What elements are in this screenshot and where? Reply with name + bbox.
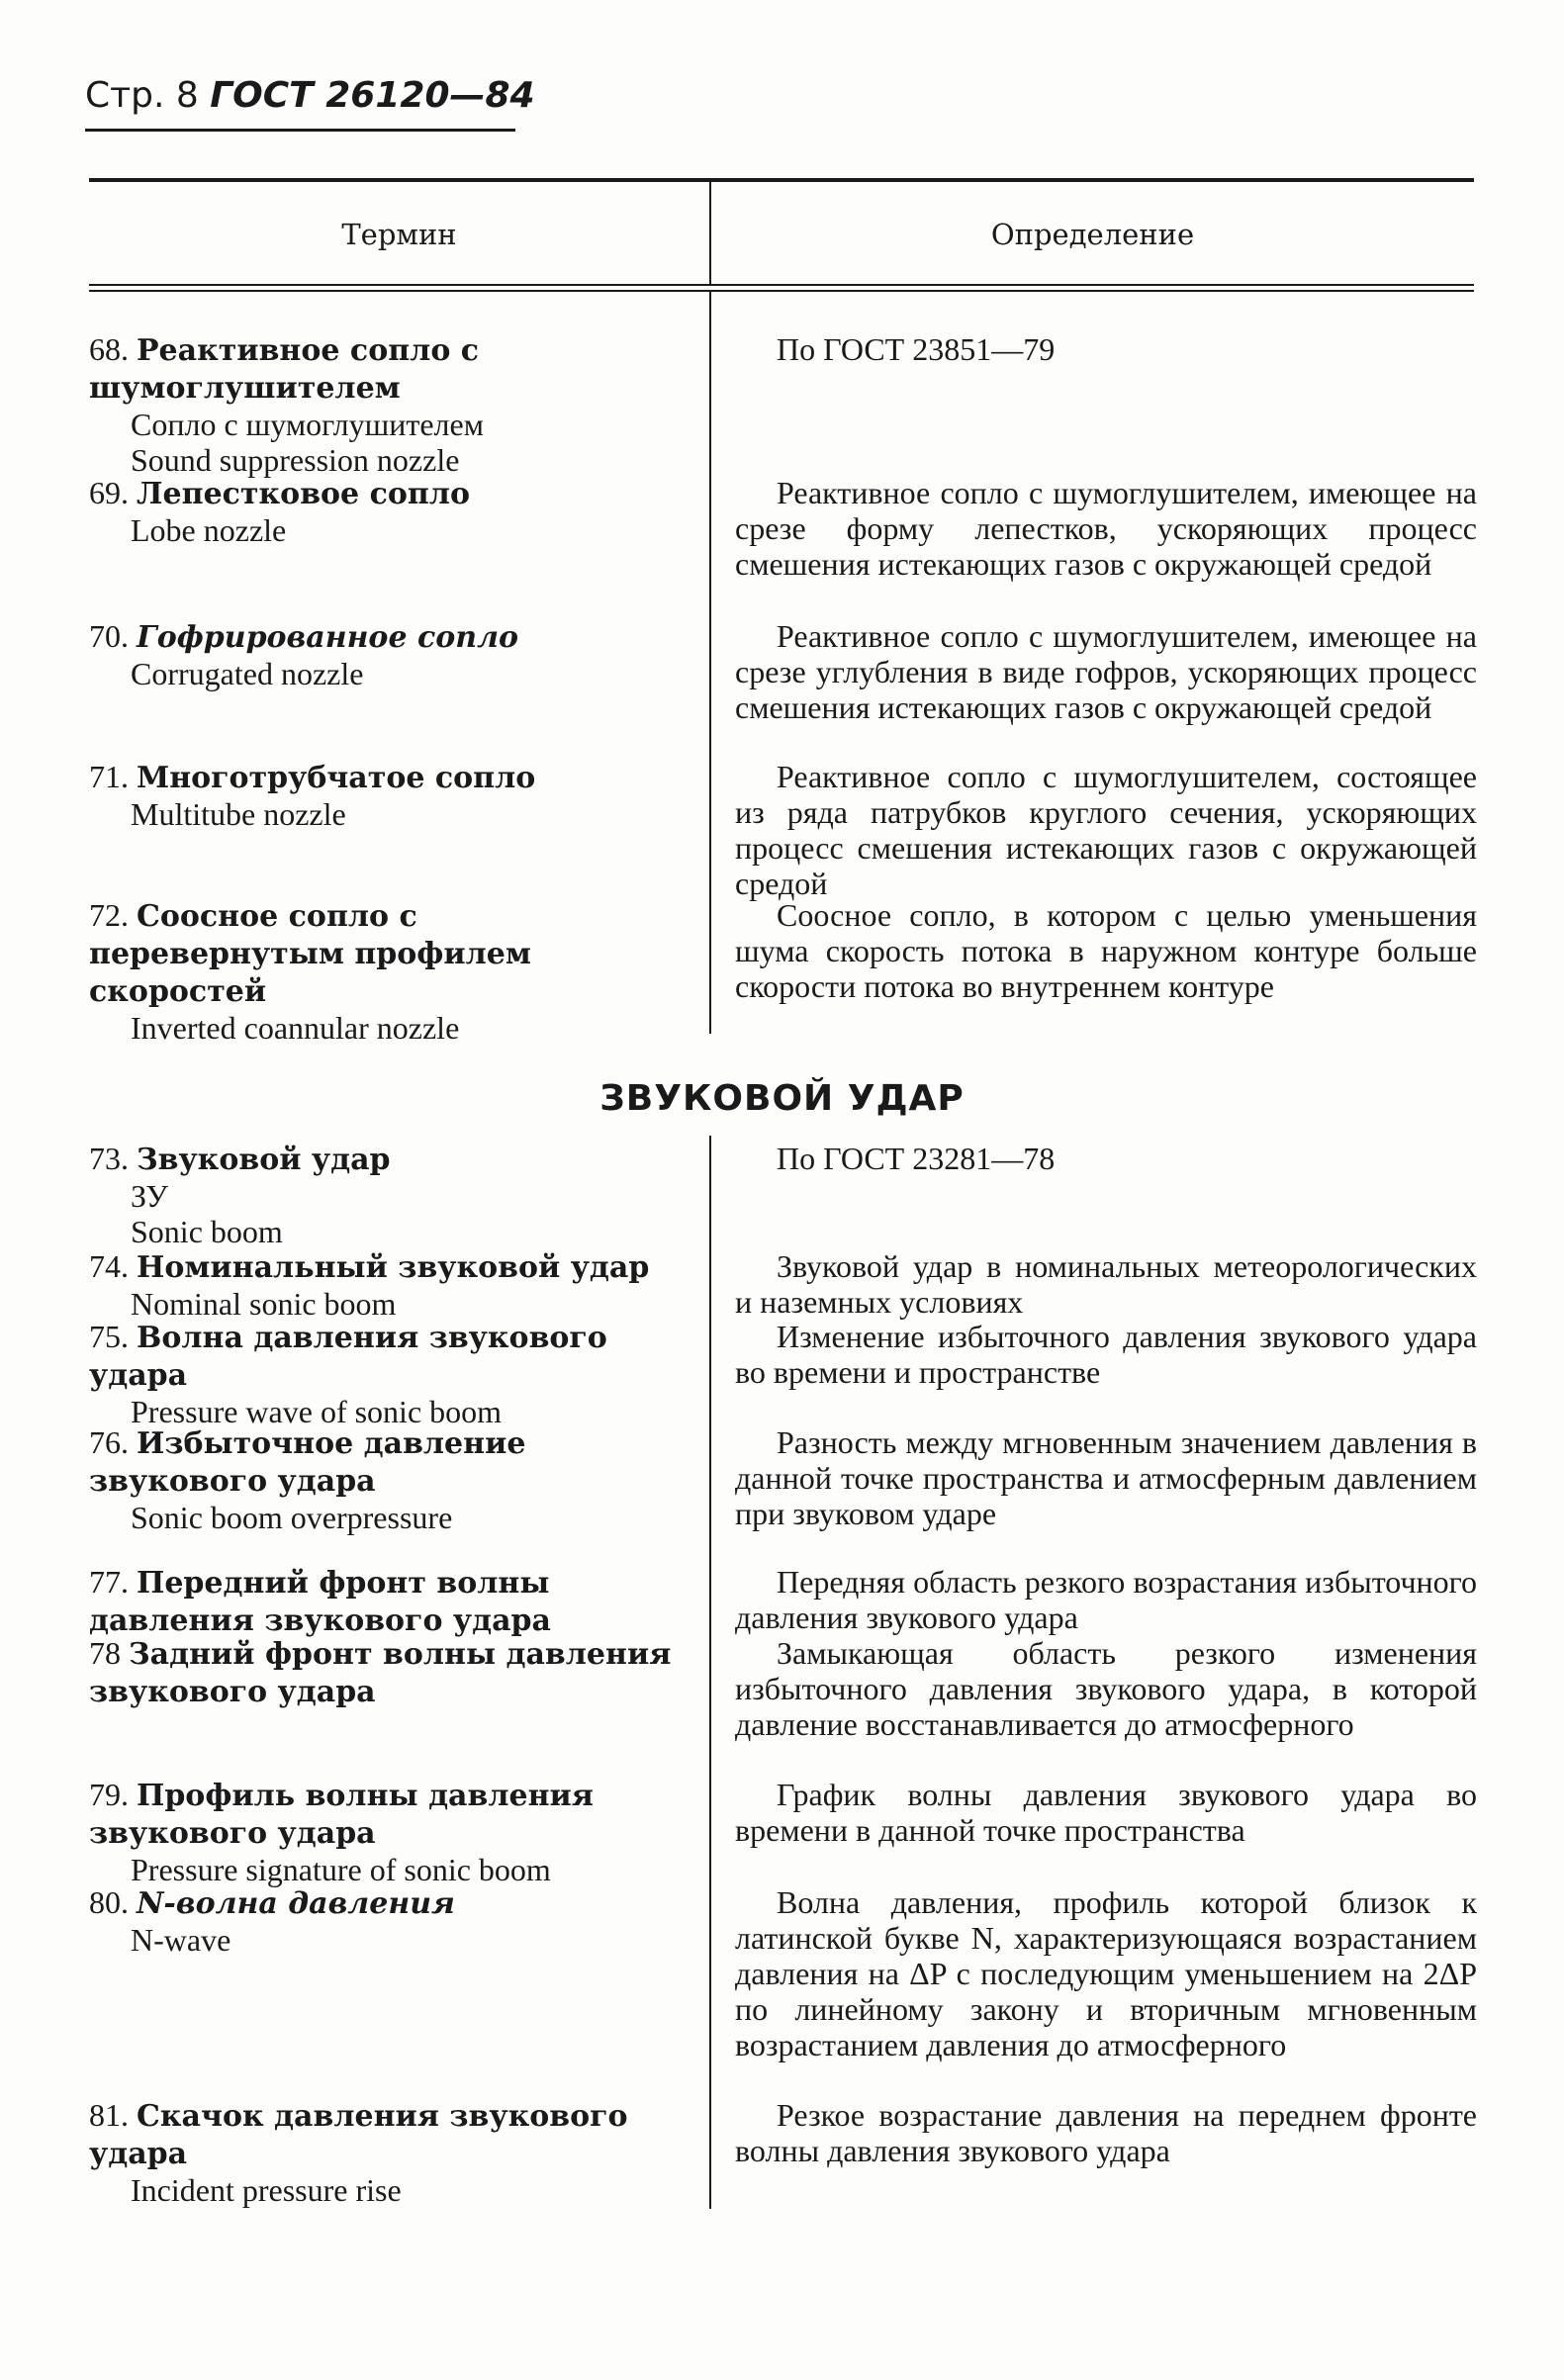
term-76: 76. Избыточное давление звукового удара Sonic boom overpressure bbox=[89, 1424, 678, 1535]
definition-71: Реактивное сопло с шумоглушителем, состоящее из ряда патрубков круглого сечения, ускоряющих процесс смешения истекающих газов с окружающей средой bbox=[735, 759, 1477, 901]
term-name: Соосное сопло с перевернутым профилем скоростей bbox=[89, 899, 531, 1009]
term-en: Incident pressure rise bbox=[131, 2172, 402, 2208]
term-name: Скачок давления звукового удара bbox=[89, 2099, 628, 2171]
term-alt: ЗУ bbox=[131, 1178, 168, 1214]
column-header-definition: Определение bbox=[990, 218, 1195, 251]
table-top-rule bbox=[89, 178, 1474, 182]
term-alt: Сопло с шумоглушителем bbox=[131, 407, 484, 442]
term-78: 78 Задний фронт волны давления звукового удара bbox=[89, 1635, 672, 1709]
definition-68: По ГОСТ 23851—79 bbox=[777, 331, 1056, 367]
definition-73: По ГОСТ 23281—78 bbox=[777, 1141, 1056, 1176]
term-en: Pressure signature of sonic boom bbox=[131, 1852, 551, 1887]
term-en: Sonic boom overpressure bbox=[131, 1500, 453, 1535]
definition-75: Изменение избыточного давления звукового удара во времени и пространстве bbox=[735, 1319, 1477, 1390]
term-name: Задний фронт волны давления звукового удара bbox=[89, 1637, 672, 1709]
term-name: Номинальный звуковой удар bbox=[137, 1250, 650, 1285]
term-name: Гофрированное сопло bbox=[137, 620, 519, 655]
header-bottom-rule-2 bbox=[89, 290, 1474, 292]
term-80: 80. N-волна давления N-wave bbox=[89, 1884, 678, 1958]
term-name: Лепестковое сопло bbox=[137, 477, 470, 511]
definition-76: Разность между мгновенным значением давления в данной точке пространства и атмосферным давлением при звуковом ударе bbox=[735, 1424, 1477, 1531]
term-name: Реактивное сопло с шумоглушителем bbox=[89, 333, 480, 406]
page-number: Стр. 8 bbox=[85, 75, 199, 116]
page-header bbox=[85, 75, 535, 116]
term-name: N-волна давления bbox=[137, 1886, 455, 1921]
term-name: Звуковой удар bbox=[137, 1143, 391, 1177]
term-en: Nominal sonic boom bbox=[131, 1286, 397, 1322]
header-bottom-rule-1 bbox=[89, 284, 1474, 286]
definition-69: Реактивное сопло с шумоглушителем, имеющее на срезе форму лепестков, ускоряющих процесс смешения истекающих газов с окружающей средой bbox=[735, 475, 1477, 582]
term-name: Многотрубчатое сопло bbox=[137, 761, 536, 795]
term-name: Избыточное давление звукового удара bbox=[89, 1426, 526, 1499]
term-68: 68. Реактивное сопло с шумоглушителем Сопло с шумоглушителем Sound suppression nozzle bbox=[89, 331, 678, 478]
term-69: 69. Лепестковое сопло Lobe nozzle bbox=[89, 475, 678, 548]
term-en: Inverted coannular nozzle bbox=[131, 1010, 460, 1046]
term-en: Lobe nozzle bbox=[131, 512, 287, 548]
term-en: Pressure wave of sonic boom bbox=[131, 1394, 503, 1429]
term-81: 81. Скачок давления звукового удара Incident pressure rise bbox=[89, 2097, 678, 2208]
term-70: 70. Гофрированное сопло Corrugated nozzle bbox=[89, 618, 678, 691]
column-header-term: Термин bbox=[341, 218, 457, 251]
term-79: 79. Профиль волны давления звукового удара Pressure signature of sonic boom bbox=[89, 1777, 678, 1887]
term-name: Волна давления звукового удара bbox=[89, 1321, 607, 1393]
term-en: N-wave bbox=[131, 1922, 231, 1958]
definition-79: График волны давления звукового удара во времени в данной точке пространства bbox=[735, 1777, 1477, 1848]
term-en: Sonic boom bbox=[131, 1214, 283, 1249]
term-72: 72. Соосное сопло с перевернутым профилем скоростей Inverted coannular nozzle bbox=[89, 897, 678, 1046]
standard-code: ГОСТ 26120—84 bbox=[210, 75, 535, 116]
definition-74: Звуковой удар в номинальных метеорологических и наземных условиях bbox=[735, 1248, 1477, 1320]
term-name: Передний фронт волны давления звукового удара bbox=[89, 1566, 551, 1638]
column-divider-section2 bbox=[709, 1136, 711, 2209]
definition-77: Передняя область резкого возрастания избыточного давления звукового удара bbox=[735, 1564, 1477, 1635]
term-73: 73. Звуковой удар ЗУ Sonic boom bbox=[89, 1141, 678, 1249]
definition-78: Замыкающая область резкого изменения избыточного давления звукового удара, в которой давление восстанавливается до атмосферного bbox=[735, 1635, 1477, 1742]
header-underline bbox=[85, 129, 515, 132]
definition-70: Реактивное сопло с шумоглушителем, имеющее на срезе углубления в виде гофров, ускоряющих процесс смешения истекающих газов с окружающей средой bbox=[735, 618, 1477, 725]
term-74: 74. Номинальный звуковой удар Nominal sonic boom bbox=[89, 1248, 678, 1322]
term-71: 71. Многотрубчатое сопло Multitube nozzle bbox=[89, 759, 678, 832]
term-en: Sound suppression nozzle bbox=[131, 442, 460, 478]
definition-81: Резкое возрастание давления на переднем фронте волны давления звукового удара bbox=[735, 2097, 1477, 2168]
term-name: Профиль волны давления звукового удара bbox=[89, 1779, 594, 1851]
section-title: ЗВУКОВОЙ УДАР bbox=[599, 1078, 965, 1119]
column-divider-section1 bbox=[709, 292, 711, 1034]
term-77: 77. Передний фронт волны давления звукового удара bbox=[89, 1564, 551, 1638]
term-en: Multitube nozzle bbox=[131, 796, 346, 832]
term-75: 75. Волна давления звукового удара Pressure wave of sonic boom bbox=[89, 1319, 678, 1429]
definition-72: Соосное сопло, в котором с целью уменьшения шума скорость потока в наружном контуре больше скорости потока во внутреннем контуре bbox=[735, 897, 1477, 1004]
term-en: Corrugated nozzle bbox=[131, 656, 364, 691]
definition-80: Волна давления, профиль которой близок к латинской букве N, характеризующаяся возрастанием давления на ΔP с последующим уменьшением на 2ΔP по линейному закону и вторичным мгновенным возрастанием давления до атмосферного bbox=[735, 1884, 1477, 2062]
